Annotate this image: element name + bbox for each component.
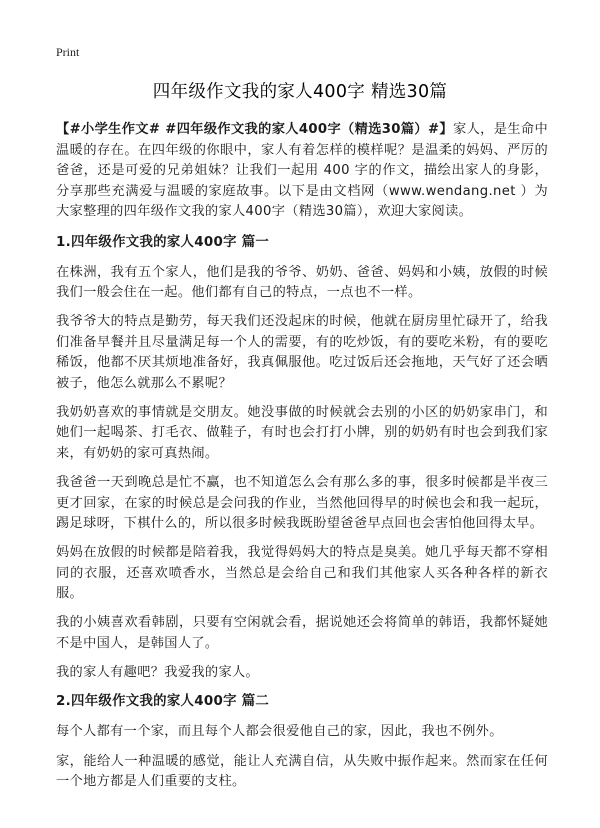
paragraph: 我奶奶喜欢的事情就是交朋友。她没事做的时候就会去别的小区的奶奶家串门，和她们一起喝茶、打毛衣、做鞋子，有时也会打打小牌，别的奶奶有时也会到我们家来，有奶奶的家可真热闹。 (56, 404, 548, 461)
paragraph: 我的家人有趣吧？我爱我的家人。 (56, 665, 260, 681)
section-heading-2: 2.四年级作文我的家人400字 篇二 (56, 694, 270, 710)
print-label: Print (56, 45, 80, 59)
intro-paragraph (56, 120, 548, 223)
paragraph: 我爸爸一天到晚总是忙不赢，也不知道怎么会有那么多的事，很多时候都是半夜三更才回家，在家的时候总是会问我的作业，当然他回得早的时候也会和我一起玩，踢足球呀，下棋什么的，所以很多时候我既盼望爸爸早点回也会害怕他回得太早。 (56, 475, 548, 532)
intro-lead: 【#小学生作文# #四年级作文我的家人400字（精选30篇）#】 (56, 122, 454, 137)
paragraph: 妈妈在放假的时候都是陪着我，我觉得妈妈大的特点是臭美。她几乎每天都不穿相同的衣服，还喜欢喷香水，当然总是会给自己和我们其他家人买各种各样的新衣服。 (56, 545, 548, 602)
paragraph: 我爷爷大的特点是勤劳，每天我们还没起床的时候，他就在厨房里忙碌开了，给我们准备早餐并且尽量满足每一个人的需要，有的吃炒饭，有的要吃米粉，有的要吃稀饭，他都不厌其烦地准备好，我真佩服他。吃过饭后还会拖地，天气好了还会晒被子，他怎么就那么不累呢？ (56, 314, 548, 391)
paragraph: 在株洲，我有五个家人，他们是我的爷爷、奶奶、爸爸、妈妈和小姨，放假的时候我们一般会住在一起。他们都有自己的特点，一点也不一样。 (56, 264, 548, 300)
paragraph: 我的小姨喜欢看韩剧，只要有空闲就会看，据说她还会将简单的韩语，我都怀疑她不是中国人，是韩国人了。 (56, 615, 548, 651)
intro-text: 家人，是生命中温暖的存在。在四年级的你眼中，家人有着怎样的模样呢？是温柔的妈妈、严厉的爸爸，还是可爱的兄弟姐妹？让我们一起用 400 字的作文，描绘出家人的身影，分享那些充满爱与温暖的家庭故事。以下是由文档网（www.wendang.net ）为大家整理的四年级作文我的家人400字（精选30篇），欢迎大家阅读。 (56, 122, 548, 219)
section-heading-1: 1.四年级作文我的家人400字 篇一 (56, 234, 270, 250)
paragraph: 每个人都有一个家，而且每个人都会很爱他自己的家，因此，我也不例外。 (56, 724, 503, 740)
document-title: 四年级作文我的家人400字 精选30篇 (152, 82, 448, 102)
paragraph: 家，能给人一种温暖的感觉，能让人充满自信，从失败中振作起来。然而家在任何一个地方都是人们重要的支柱。 (56, 753, 548, 789)
document-body (56, 120, 548, 801)
